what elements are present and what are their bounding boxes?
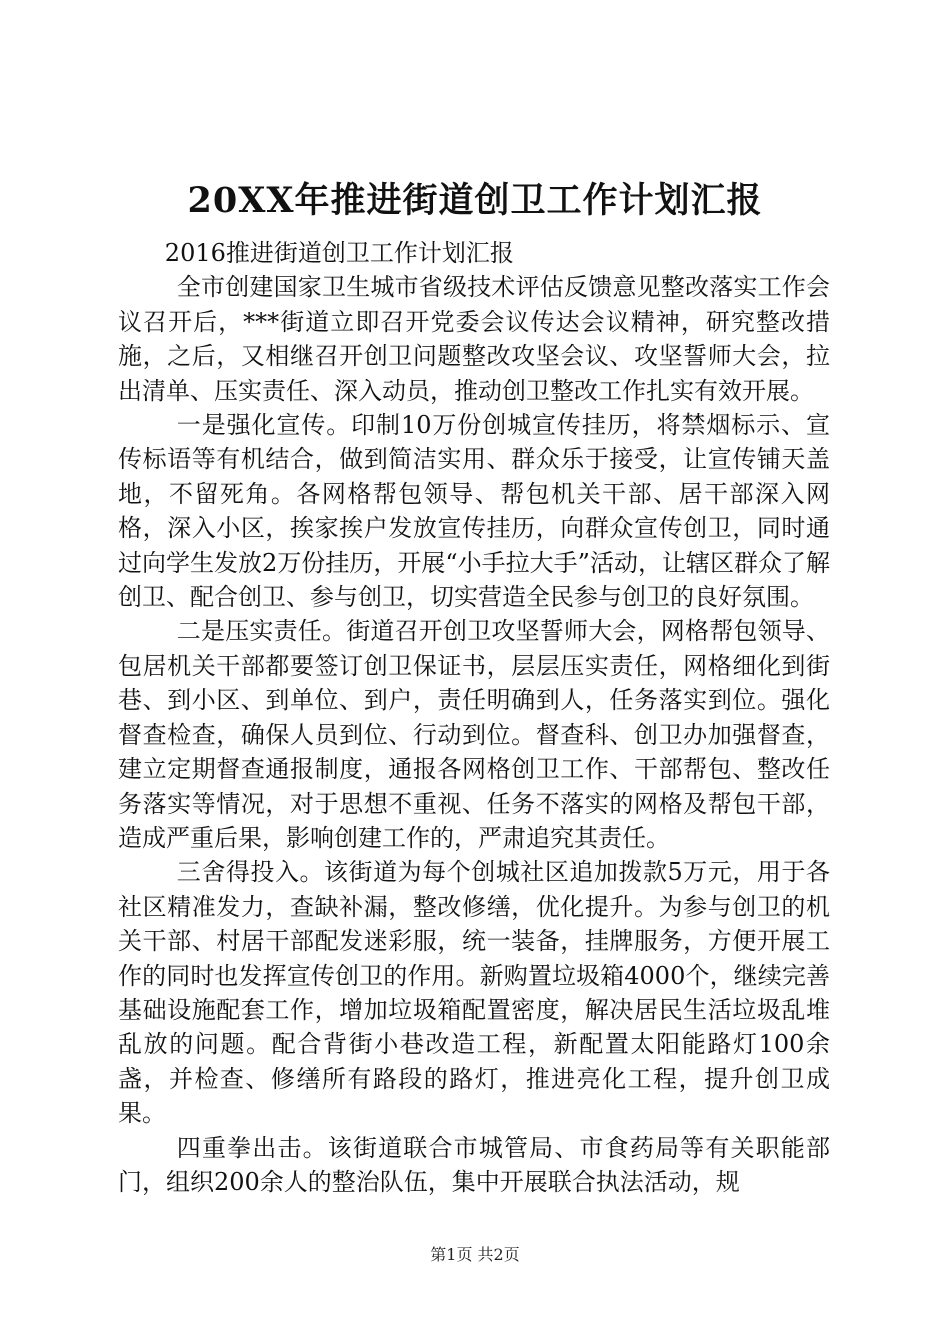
document-title: 20XX年推进街道创卫工作计划汇报 [187, 180, 763, 221]
document-subtitle: 2016推进街道创卫工作计划汇报 [164, 239, 514, 267]
page-number-footer: 第1页 共2页 [430, 1245, 520, 1264]
paragraph-responsibility: 二是压实责任。街道召开创卫攻坚誓师大会，网格帮包领导、包居机关干部都要签订创卫保证书，层层压实责任，网格细化到街巷、到小区、到单位、到户，责任明确到人，任务落实到位。强化督查检查，确保人员到位、行动到位。督查科、创卫办加强督查，建立定期督查通报制度，通报各网格创卫工作、干部帮包、整改任务落实等情况，对于思想不重视、任务不落实的网格及帮包干部，造成严重后果，影响创建工作的，严肃追究其责任。 [118, 617, 830, 852]
paragraph-publicity: 一是强化宣传。印制10万份创城宣传挂历，将禁烟标示、宣传标语等有机结合，做到简洁实用、群众乐于接受，让宣传铺天盖地，不留死角。各网格帮包领导、帮包机关干部、居干部深入网格，深入小区，挨家挨户发放宣传挂历，向群众宣传创卫，同时通过向学生发放2万份挂历，开展“小手拉大手”活动，让辖区群众了解创卫、配合创卫、参与创卫，切实营造全民参与创卫的良好氛围。 [118, 411, 830, 612]
paragraph-intro: 全市创建国家卫生城市省级技术评估反馈意见整改落实工作会议召开后，***街道立即召开党委会议传达会议精神，研究整改措施，之后，又相继召开创卫问题整改攻坚会议、攻坚誓师大会，拉出清单、压实责任、深入动员，推动创卫整改工作扎实有效开展。 [118, 273, 830, 405]
paragraph-enforcement: 四重拳出击。该街道联合市城管局、市食药局等有关职能部门，组织200余人的整治队伍，集中开展联合执法活动，规 [118, 1133, 830, 1196]
document-body [118, 236, 830, 1199]
paragraph-investment: 三舍得投入。该街道为每个创城社区追加拨款5万元，用于各社区精准发力，查缺补漏，整改修缮，优化提升。为参与创卫的机关干部、村居干部配发迷彩服，统一装备，挂牌服务，方便开展工作的同时也发挥宣传创卫的作用。新购置垃圾箱4000个，继续完善基础设施配套工作，增加垃圾箱配置密度，解决居民生活垃圾乱堆乱放的问题。配合背街小巷改造工程，新配置太阳能路灯100余盏，并检查、修缮所有路段的路灯，推进亮化工程，提升创卫成果。 [118, 858, 830, 1128]
